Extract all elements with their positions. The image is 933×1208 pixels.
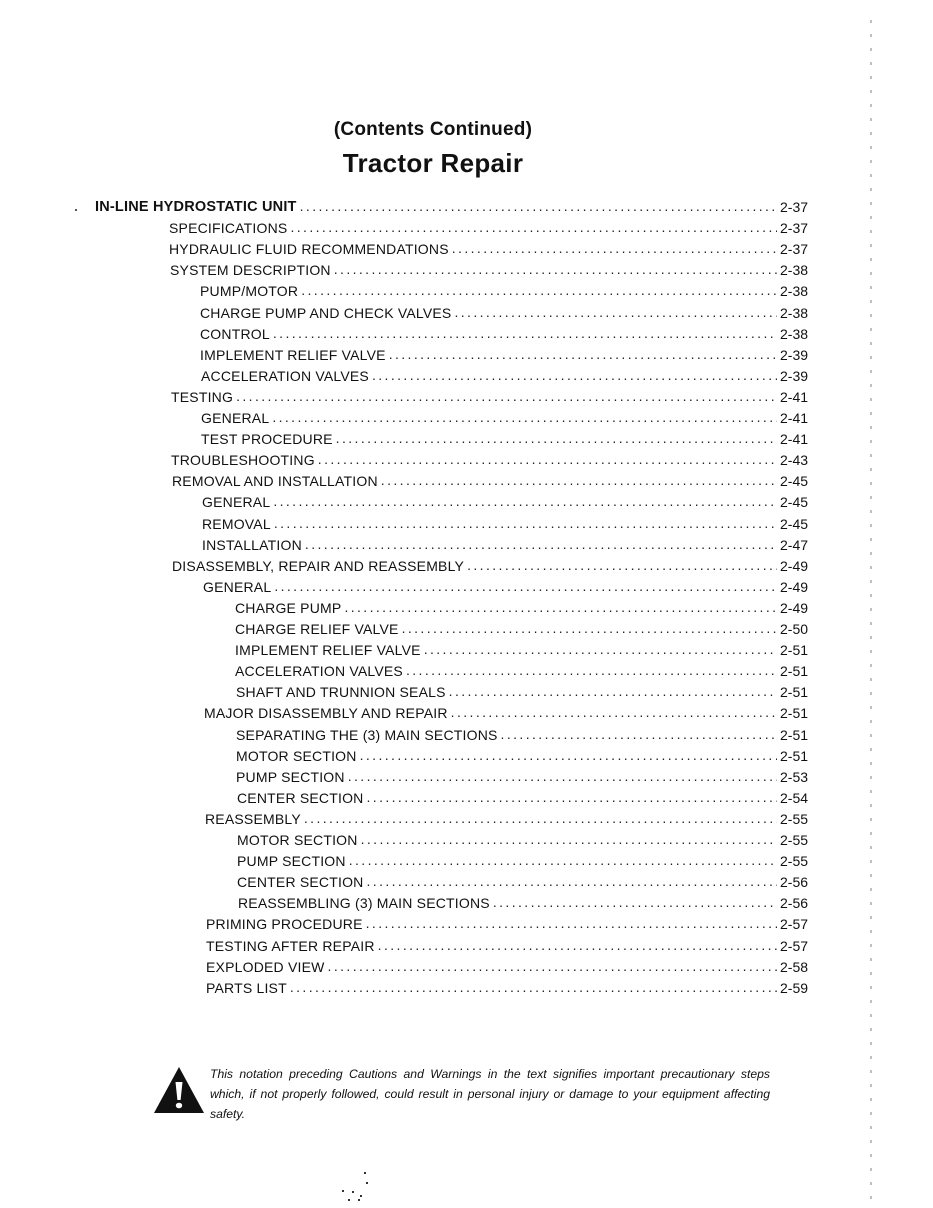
toc-entry: [236, 723, 820, 743]
toc-entry-page: 2-58: [780, 959, 809, 975]
toc-entry-label: PARTS LIST: [206, 980, 287, 996]
dot-leader: [348, 768, 777, 784]
toc-entry: [206, 955, 820, 975]
toc-entry-label: DISASSEMBLY, REPAIR AND REASSEMBLY: [172, 558, 465, 574]
toc-entry-page: 2-51: [780, 705, 809, 721]
toc-entry-label: TROUBLESHOOTING: [171, 452, 315, 468]
scan-speck: [75, 209, 77, 211]
toc-entry: [200, 301, 820, 321]
toc-entry-page: 2-39: [780, 347, 809, 363]
dot-leader: [344, 599, 777, 615]
toc-entry: [206, 912, 820, 932]
toc-entry-page: 2-49: [780, 579, 809, 595]
toc-entry: [238, 891, 820, 911]
toc-entry-page: 2-57: [780, 938, 809, 954]
toc-entry-label: MAJOR DISASSEMBLY AND REPAIR: [204, 705, 448, 721]
toc-entry-page: 2-39: [780, 368, 809, 384]
toc-entry-label: TEST PROCEDURE: [201, 431, 333, 447]
toc-entry: [201, 427, 820, 447]
toc-entry-label: HYDRAULIC FLUID RECOMMENDATIONS: [169, 241, 449, 257]
toc-entry-page: 2-51: [780, 642, 809, 658]
toc-entry: [237, 849, 820, 869]
dot-leader: [402, 620, 777, 636]
toc-entry: [237, 870, 820, 890]
toc-entry-page: 2-38: [780, 326, 809, 342]
toc-entry-page: 2-54: [780, 790, 809, 806]
dot-leader: [334, 261, 777, 277]
toc-entry-label: TESTING: [171, 389, 234, 405]
toc-entry-page: 2-59: [780, 980, 809, 996]
toc-entry-label: CHARGE PUMP: [235, 600, 342, 616]
toc-entry: [171, 385, 820, 405]
toc-entry-label: CENTER SECTION: [237, 874, 364, 890]
toc-entry-page: 2-55: [780, 811, 809, 827]
dot-leader: [454, 304, 777, 320]
toc-entry: [203, 575, 820, 595]
toc-entry-label: CENTER SECTION: [237, 790, 364, 806]
dot-leader: [236, 388, 777, 404]
toc-entry-label: SYSTEM DESCRIPTION: [170, 262, 331, 278]
dot-leader: [366, 789, 777, 805]
toc-entry-page: 2-43: [780, 452, 809, 468]
warning-triangle-icon: [153, 1066, 205, 1114]
toc-entry-page: 2-51: [780, 684, 809, 700]
toc-entry: [236, 765, 820, 785]
toc-entry-page: 2-56: [780, 874, 809, 890]
dot-leader: [378, 937, 777, 953]
page-subtitle: (Contents Continued): [333, 119, 533, 140]
dot-leader: [493, 894, 777, 910]
page-title: Tractor Repair: [342, 148, 524, 178]
toc-entry: [204, 701, 820, 721]
toc-entry-page: 2-41: [780, 410, 809, 426]
toc-entry: [237, 786, 820, 806]
dot-leader: [328, 958, 777, 974]
dot-leader: [336, 430, 777, 446]
toc-entry: [172, 469, 820, 489]
dot-leader: [318, 451, 777, 467]
dot-leader: [272, 409, 777, 425]
toc-entry-page: 2-37: [780, 199, 809, 215]
toc-entry: [235, 638, 820, 658]
toc-entry-label: SHAFT AND TRUNNION SEALS: [236, 684, 446, 700]
toc-entry-page: 2-51: [780, 748, 809, 764]
toc-entry-label: GENERAL: [202, 494, 271, 510]
dot-leader: [366, 915, 777, 931]
dot-leader: [381, 472, 777, 488]
toc-entry-page: 2-51: [780, 663, 809, 679]
toc-entry-label: IMPLEMENT RELIEF VALVE: [235, 642, 421, 658]
toc-entry-page: 2-50: [780, 621, 809, 637]
toc-entry-label: INSTALLATION: [202, 537, 302, 553]
toc-entry-label: EXPLODED VIEW: [206, 959, 325, 975]
dot-leader: [501, 726, 777, 742]
dot-leader: [349, 852, 777, 868]
toc-entry-label: ACCELERATION VALVES: [201, 368, 369, 384]
toc-entry: [95, 195, 820, 215]
toc-entry-label: GENERAL: [203, 579, 272, 595]
toc-entry-page: 2-38: [780, 283, 809, 299]
toc-entry-label: GENERAL: [201, 410, 270, 426]
toc-entry-label: REASSEMBLING (3) MAIN SECTIONS: [238, 895, 490, 911]
toc-entry: [172, 554, 820, 574]
toc-entry-label: SEPARATING THE (3) MAIN SECTIONS: [236, 727, 498, 743]
toc-entry: [170, 258, 820, 278]
scan-margin-artifact: [870, 20, 872, 1200]
toc-entry: [206, 934, 820, 954]
toc-entry: [205, 807, 820, 827]
toc-entry-page: 2-41: [780, 389, 809, 405]
dot-leader: [290, 219, 777, 235]
toc-entry: [200, 279, 820, 299]
dot-leader: [274, 578, 777, 594]
toc-entry-label: REASSEMBLY: [205, 811, 301, 827]
toc-entry-label: CONTROL: [200, 326, 270, 342]
toc-entry-page: 2-53: [780, 769, 809, 785]
toc-entry: [235, 596, 820, 616]
toc-entry-label: PUMP SECTION: [236, 769, 345, 785]
toc-entry: [235, 659, 820, 679]
dot-leader: [360, 747, 777, 763]
toc-entry-label: TESTING AFTER REPAIR: [206, 938, 375, 954]
dot-leader: [361, 831, 777, 847]
toc-entry-page: 2-37: [780, 241, 809, 257]
dot-leader: [273, 493, 777, 509]
toc-entry-page: 2-49: [780, 600, 809, 616]
toc-entry-page: 2-45: [780, 494, 809, 510]
toc-entry-label: CHARGE RELIEF VALVE: [235, 621, 399, 637]
toc-entry-page: 2-47: [780, 537, 809, 553]
toc-entry-label: SPECIFICATIONS: [169, 220, 288, 236]
toc-entry-label: PUMP SECTION: [237, 853, 346, 869]
toc-entry-page: 2-38: [780, 262, 809, 278]
toc-entry: [202, 533, 820, 553]
dot-leader: [372, 367, 777, 383]
dot-leader: [452, 240, 777, 256]
toc-entry: [236, 744, 820, 764]
toc-entry-page: 2-57: [780, 916, 809, 932]
toc-entry: [201, 364, 820, 384]
toc-entry: [169, 216, 820, 236]
toc-entry-label: ACCELERATION VALVES: [235, 663, 403, 679]
dot-leader: [273, 325, 777, 341]
toc-entry-page: 2-45: [780, 473, 809, 489]
toc-entry: [171, 448, 820, 468]
dot-leader: [300, 198, 777, 214]
toc-entry-label: PRIMING PROCEDURE: [206, 916, 363, 932]
toc-entry-page: 2-41: [780, 431, 809, 447]
toc-entry-page: 2-45: [780, 516, 809, 532]
toc-entry-label: REMOVAL: [202, 516, 271, 532]
toc-entry: [206, 976, 820, 996]
dot-leader: [305, 536, 777, 552]
toc-entry: [202, 512, 820, 532]
dot-leader: [406, 662, 777, 678]
dot-leader: [451, 704, 777, 720]
dot-leader: [290, 979, 777, 995]
dot-leader: [389, 346, 777, 362]
dot-leader: [274, 515, 777, 531]
toc-entry-page: 2-56: [780, 895, 809, 911]
toc-entry-label: PUMP/MOTOR: [200, 283, 299, 299]
toc-entry: [237, 828, 820, 848]
dot-leader: [449, 683, 777, 699]
toc-entry-label: IMPLEMENT RELIEF VALVE: [200, 347, 386, 363]
safety-notice: [153, 1064, 773, 1124]
toc-entry: [169, 237, 820, 257]
toc-entry-page: 2-51: [780, 727, 809, 743]
dot-leader: [366, 873, 777, 889]
toc-entry: [235, 617, 820, 637]
dot-leader: [301, 282, 777, 298]
scan-specks: [340, 1172, 380, 1202]
toc-entry: [236, 680, 820, 700]
toc-entry-page: 2-37: [780, 220, 809, 236]
dot-leader: [304, 810, 777, 826]
dot-leader: [424, 641, 777, 657]
safety-notice-text: This notation preceding Cautions and Warnings in the text signifies important precautionary steps which, if not properly followed, could result in personal injury or damage to your equipment affecting safety.: [210, 1067, 770, 1121]
dot-leader: [467, 557, 777, 573]
toc-entry-page: 2-38: [780, 305, 809, 321]
toc-entry-label: MOTOR SECTION: [236, 748, 357, 764]
toc-entry-label: REMOVAL AND INSTALLATION: [172, 473, 378, 489]
toc-entry: [200, 343, 820, 363]
toc-entry-label: CHARGE PUMP AND CHECK VALVES: [200, 305, 452, 321]
toc-entry-page: 2-49: [780, 558, 809, 574]
toc-entry-page: 2-55: [780, 832, 809, 848]
toc-entry-page: 2-55: [780, 853, 809, 869]
toc-entry: [202, 490, 820, 510]
toc-entry-label: IN-LINE HYDROSTATIC UNIT: [95, 199, 297, 215]
toc-entry-label: MOTOR SECTION: [237, 832, 358, 848]
toc-entry: [201, 406, 820, 426]
toc-entry: [200, 322, 820, 342]
